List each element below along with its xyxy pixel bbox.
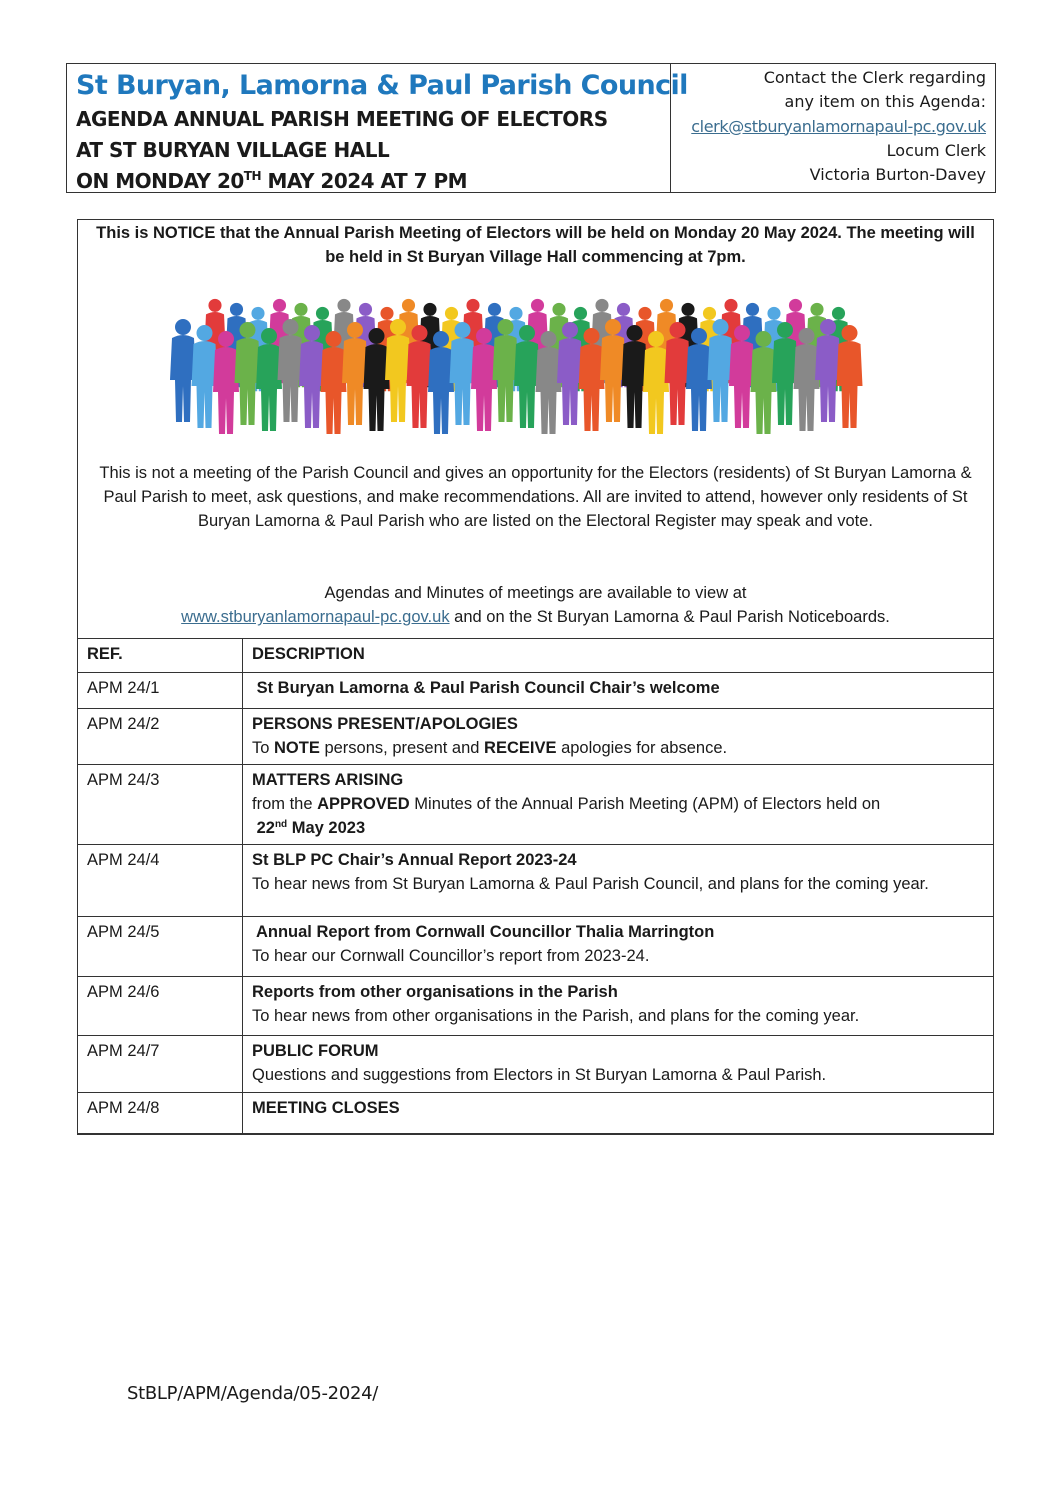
availability-line-2 bbox=[86, 605, 985, 629]
detail-emphasis: APPROVED bbox=[317, 795, 410, 813]
person-silhouette bbox=[170, 319, 196, 422]
item-description bbox=[243, 917, 994, 977]
contact-block bbox=[671, 64, 995, 192]
item-description bbox=[243, 673, 994, 709]
date-text: May 2023 bbox=[287, 819, 366, 837]
availability-line-1: Agendas and Minutes of meetings are available to view at bbox=[324, 584, 747, 602]
item-detail: Questions and suggestions from Electors in St Buryan Lamorna & Paul Parish. bbox=[252, 1066, 827, 1084]
table-row bbox=[78, 845, 994, 917]
item-title: PUBLIC FORUM bbox=[252, 1042, 379, 1060]
table-row bbox=[78, 709, 994, 765]
item-detail bbox=[252, 736, 984, 760]
item-ref: APM 24/7 bbox=[78, 1036, 243, 1093]
date-ordinal: nd bbox=[274, 819, 288, 830]
clerk-email-link[interactable]: clerk@stburyanlamornapaul-pc.gov.uk bbox=[691, 116, 986, 136]
item-ref: APM 24/2 bbox=[78, 709, 243, 765]
item-title: PERSONS PRESENT/APOLOGIES bbox=[252, 715, 518, 733]
notice-text: This is NOTICE that the Annual Parish Meeting of Electors will be held on Monday 20 May 2024. The meeting will be held in St Buryan Village Hall commencing at 7pm. bbox=[96, 224, 975, 266]
date-ordinal: TH bbox=[243, 169, 262, 183]
header-box bbox=[66, 63, 996, 193]
website-link[interactable]: www.stburyanlamornapaul-pc.gov.uk bbox=[181, 608, 450, 627]
item-description bbox=[243, 977, 994, 1036]
table-row bbox=[78, 1093, 994, 1135]
item-title: Reports from other organisations in the Parish bbox=[252, 983, 618, 1001]
item-title: St Buryan Lamorna & Paul Parish Council Chair’s welcome bbox=[252, 679, 720, 697]
item-ref: APM 24/4 bbox=[78, 845, 243, 917]
agenda-line-3 bbox=[76, 166, 662, 197]
agenda-box bbox=[77, 219, 994, 1134]
detail-text: To bbox=[252, 739, 275, 757]
availability-paragraph bbox=[78, 581, 993, 629]
item-ref: APM 24/8 bbox=[78, 1093, 243, 1135]
ref-column-header: REF. bbox=[78, 639, 243, 673]
item-title: Annual Report from Cornwall Councillor Thalia Marrington bbox=[252, 923, 715, 941]
item-ref: APM 24/5 bbox=[78, 917, 243, 977]
item-title: St BLP PC Chair’s Annual Report 2023-24 bbox=[252, 851, 577, 869]
agenda-line-1: AGENDA ANNUAL PARISH MEETING OF ELECTORS bbox=[76, 107, 608, 131]
description-column-header: DESCRIPTION bbox=[243, 639, 994, 673]
clerk-role: Locum Clerk bbox=[886, 140, 986, 160]
agenda-line-2: AT ST BURYAN VILLAGE HALL bbox=[76, 138, 390, 162]
table-row bbox=[78, 673, 994, 709]
item-detail: To hear our Cornwall Councillor’s report from 2023-24. bbox=[252, 947, 650, 965]
table-row bbox=[78, 1036, 994, 1093]
table-row bbox=[78, 765, 994, 845]
table-row bbox=[78, 917, 994, 977]
agenda-table bbox=[77, 638, 994, 1135]
item-ref: APM 24/1 bbox=[78, 673, 243, 709]
item-detail bbox=[252, 792, 984, 816]
council-title: St Buryan, Lamorna & Paul Parish Council bbox=[76, 70, 688, 101]
detail-text: from the bbox=[252, 795, 318, 813]
item-detail: To hear news from St Buryan Lamorna & Paul Parish Council, and plans for the coming year. bbox=[252, 875, 929, 893]
document-reference: StBLP/APM/Agenda/05-2024/ bbox=[127, 1383, 379, 1404]
detail-text: Minutes of the Annual Parish Meeting (APM) of Electors held on bbox=[409, 795, 881, 813]
item-description bbox=[243, 1036, 994, 1093]
item-description bbox=[243, 709, 994, 765]
noticeboards-text: and on the St Buryan Lamorna & Paul Parish Noticeboards. bbox=[449, 608, 890, 627]
item-ref: APM 24/6 bbox=[78, 977, 243, 1036]
clerk-name: Victoria Burton-Davey bbox=[809, 165, 986, 185]
item-detail: To hear news from other organisations in the Parish, and plans for the coming year. bbox=[252, 1007, 860, 1025]
table-header-row bbox=[78, 639, 994, 673]
item-title: MATTERS ARISING bbox=[252, 771, 404, 789]
detail-emphasis: NOTE bbox=[274, 739, 320, 757]
item-title: MEETING CLOSES bbox=[252, 1099, 400, 1117]
meeting-date-prefix: ON MONDAY 20 bbox=[76, 169, 244, 193]
item-description bbox=[243, 765, 994, 845]
detail-text: apologies for absence. bbox=[556, 739, 728, 757]
contact-line-2: any item on this Agenda: bbox=[784, 92, 986, 112]
item-ref: APM 24/3 bbox=[78, 765, 243, 845]
table-row bbox=[78, 977, 994, 1036]
crowd-illustration bbox=[163, 288, 883, 438]
header-title-block bbox=[67, 64, 688, 193]
detail-emphasis: RECEIVE bbox=[484, 739, 557, 757]
previous-meeting-date bbox=[252, 816, 984, 840]
intro-paragraph: This is not a meeting of the Parish Council and gives an opportunity for the Electors (residents) of St Buryan Lamorna & Paul Parish to meet, ask questions, and make recommendations. All are invited to attend, however only residents of St Buryan Lamorna & Paul Parish who are listed on the Electoral Register may speak and vote. bbox=[99, 464, 972, 531]
item-description bbox=[243, 845, 994, 917]
item-description bbox=[243, 1093, 994, 1135]
meeting-date-suffix: MAY 2024 AT 7 PM bbox=[261, 169, 468, 193]
date-text: 22 bbox=[252, 819, 275, 837]
contact-line-1: Contact the Clerk regarding bbox=[763, 68, 986, 87]
detail-text: persons, present and bbox=[319, 739, 485, 757]
